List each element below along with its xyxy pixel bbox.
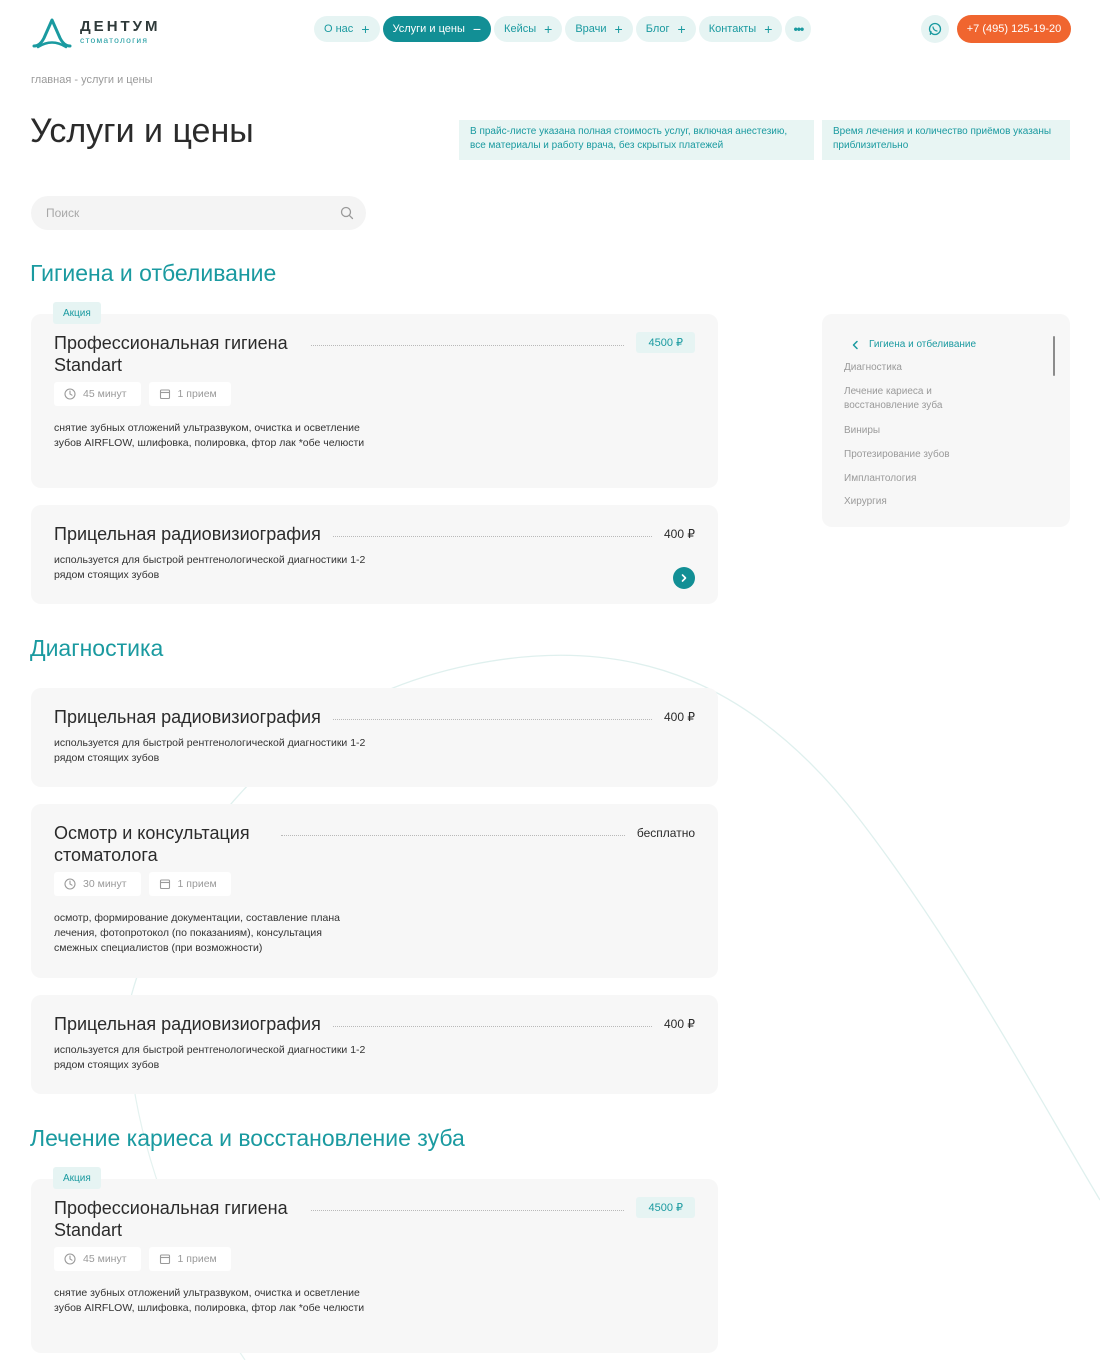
side-nav-item-prosthetics[interactable]: Протезирование зубов: [844, 449, 950, 460]
nav-item-label: О нас: [324, 23, 354, 35]
category-side-nav: [822, 314, 1070, 527]
promo-badge: Акция: [53, 1167, 101, 1189]
plus-icon: +: [361, 21, 370, 37]
nav-item-label: Кейсы: [504, 23, 537, 35]
side-nav-scrollbar[interactable]: [1053, 336, 1055, 376]
dotted-leader: [311, 1197, 624, 1211]
minus-icon: −: [472, 21, 482, 37]
duration-text: 45 минут: [83, 1253, 127, 1265]
service-title: Осмотр и консультация стоматолога: [54, 823, 250, 865]
service-price: бесплатно: [636, 826, 695, 840]
site-header: [0, 0, 1100, 60]
service-title: Прицельная радиовизиография: [54, 524, 321, 544]
clock-icon: [64, 1253, 76, 1265]
promo-badge: Акция: [53, 302, 101, 324]
visits-chip: [149, 382, 231, 406]
whatsapp-icon: [928, 22, 942, 36]
price-note: В прайс-листе указана полная стоимость услуг, включая анестезию, все материалы и работу врача, без скрытых платежей: [459, 120, 814, 160]
plus-icon: +: [614, 21, 623, 37]
service-card[interactable]: [31, 1172, 718, 1353]
nav-item-label: Услуги и цены: [392, 23, 465, 35]
section-title-hygiene: Гигиена и отбеливание: [30, 260, 277, 286]
duration-text: 30 минут: [83, 878, 127, 890]
service-description: используется для быстрой рентгенологической диагностики 1-2 рядом стоящих зубов: [54, 1044, 366, 1071]
nav-item-doctors[interactable]: [565, 16, 632, 42]
search-box: [31, 196, 366, 230]
nav-item-contacts[interactable]: [699, 16, 783, 42]
clock-icon: [64, 388, 76, 400]
clock-icon: [64, 878, 76, 890]
main-nav: [314, 16, 811, 42]
visits-chip: [149, 1247, 231, 1271]
nav-item-label: Врачи: [575, 23, 607, 35]
breadcrumb[interactable]: главная - услуги и цены: [31, 74, 153, 86]
visits-text: 1 прием: [177, 878, 217, 890]
section-title-diagnostics: Диагностика: [30, 635, 164, 661]
service-description: используется для быстрой рентгенологической диагностики 1-2 рядом стоящих зубов: [54, 737, 366, 764]
service-card[interactable]: [31, 307, 718, 488]
side-nav-item-surgery[interactable]: Хирургия: [844, 496, 887, 507]
expand-button[interactable]: [673, 567, 695, 589]
visits-text: 1 прием: [177, 1253, 217, 1265]
page-title: Услуги и цены: [30, 112, 254, 150]
calendar-icon: [159, 388, 171, 400]
service-description: используется для быстрой рентгенологической диагностики 1-2 рядом стоящих зубов: [54, 554, 366, 581]
duration-text: 45 минут: [83, 388, 127, 400]
duration-chip: [54, 382, 141, 406]
service-price: 400 ₽: [664, 1017, 695, 1031]
tooth-logo-icon: [30, 14, 74, 50]
plus-icon: +: [677, 21, 686, 37]
nav-item-label: Блог: [645, 23, 670, 35]
service-card[interactable]: [31, 505, 718, 604]
service-title: Профессиональная гигиена Standart: [54, 1198, 288, 1240]
service-card[interactable]: [31, 804, 718, 978]
calendar-icon: [159, 878, 171, 890]
service-price: 400 ₽: [664, 710, 695, 724]
side-nav-item-caries[interactable]: Лечение кариеса и восстановление зуба: [844, 386, 943, 411]
service-price: 4500 ₽: [636, 332, 695, 353]
dotted-leader: [281, 822, 625, 836]
visits-chip: [149, 872, 231, 896]
side-nav-active-label: Гигиена и отбеливание: [869, 339, 977, 350]
more-icon[interactable]: •••: [785, 16, 811, 42]
plus-icon: +: [544, 21, 553, 37]
phone-button[interactable]: +7 (495) 125-19-20: [957, 15, 1071, 43]
service-card[interactable]: [31, 995, 718, 1094]
logo[interactable]: [30, 14, 161, 50]
service-price: 400 ₽: [664, 527, 695, 541]
visits-text: 1 прием: [177, 388, 217, 400]
time-note: Время лечения и количество приёмов указаны приблизительно: [822, 120, 1070, 160]
brand-name: ДЕНТУМ: [80, 18, 161, 36]
plus-icon: +: [764, 21, 773, 37]
calendar-icon: [159, 1253, 171, 1265]
nav-item-blog[interactable]: [636, 16, 696, 42]
nav-item-services[interactable]: [383, 16, 492, 42]
brand-subtitle: стоматология: [80, 35, 149, 46]
section-title-caries: Лечение кариеса и восстановление зуба: [30, 1125, 465, 1151]
service-title: Прицельная радиовизиография: [54, 707, 321, 727]
duration-chip: [54, 1247, 141, 1271]
service-title: Прицельная радиовизиография: [54, 1014, 321, 1034]
service-description: осмотр, формирование документации, составление плана лечения, фотопротокол (по показаниям), консультация смежных специалистов (при возможности): [54, 912, 340, 954]
chevron-left-icon: [851, 340, 859, 350]
service-description: снятие зубных отложений ультразвуком, очистка и осветление зубов AIRFLOW, шлифовка, полировка, фтор лак *обе челюсти: [54, 1287, 365, 1314]
nav-item-cases[interactable]: [494, 16, 562, 42]
service-card[interactable]: [31, 688, 718, 787]
side-nav-active-item[interactable]: [851, 339, 976, 350]
side-nav-item-implants[interactable]: Имплантология: [844, 473, 917, 484]
service-title: Профессиональная гигиена Standart: [54, 333, 288, 375]
side-nav-item-diagnostics[interactable]: Диагностика: [844, 362, 902, 373]
service-price: 4500 ₽: [636, 1197, 695, 1218]
side-nav-item-veneers[interactable]: Виниры: [844, 425, 881, 436]
search-icon[interactable]: [340, 206, 354, 220]
nav-item-about[interactable]: [314, 16, 380, 42]
whatsapp-button[interactable]: [921, 15, 949, 43]
chevron-right-icon: [679, 573, 689, 583]
duration-chip: [54, 872, 141, 896]
search-input[interactable]: [31, 196, 366, 230]
dotted-leader: [311, 332, 624, 346]
nav-item-label: Контакты: [708, 23, 757, 35]
service-description: снятие зубных отложений ультразвуком, очистка и осветление зубов AIRFLOW, шлифовка, полировка, фтор лак *обе челюсти: [54, 422, 365, 449]
dotted-leader: [333, 1013, 652, 1027]
dotted-leader: [333, 706, 652, 720]
dotted-leader: [333, 523, 652, 537]
